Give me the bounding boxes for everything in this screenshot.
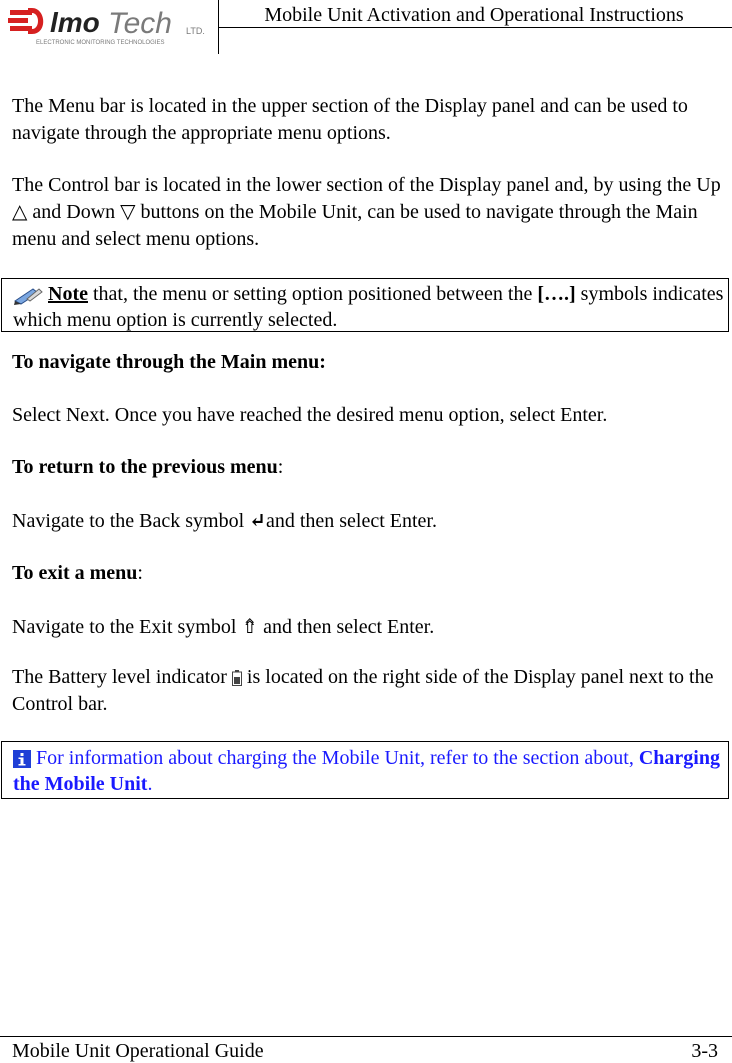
page-number: 3-3 bbox=[691, 1040, 718, 1062]
elmotech-logo bbox=[8, 4, 214, 48]
battery-icon bbox=[232, 670, 242, 686]
previous-menu-text-2: and then select Enter. bbox=[265, 510, 437, 532]
heading-previous-menu-colon: : bbox=[277, 456, 284, 478]
exit-menu-paragraph bbox=[12, 614, 724, 641]
exit-menu-text-1: Navigate to the Exit symbol bbox=[12, 616, 242, 638]
previous-menu-text-1: Navigate to the Back symbol bbox=[12, 510, 250, 532]
page-header bbox=[0, 0, 732, 56]
battery-paragraph bbox=[12, 664, 724, 718]
battery-text-2: is located on the right side of the Display panel next to the Control bar. bbox=[12, 666, 714, 715]
note-text bbox=[13, 281, 725, 333]
note-text-1: that, the menu or setting option positioned between the bbox=[87, 283, 538, 305]
back-arrow-icon: ↵ bbox=[249, 510, 266, 532]
info-icon bbox=[13, 750, 31, 768]
main-menu-paragraph: Select Next. Once you have reached the desired menu option, select Enter. bbox=[12, 404, 608, 426]
down-triangle-icon: ▽ bbox=[120, 201, 136, 223]
footer-divider bbox=[0, 1036, 732, 1037]
selection-brackets: [….] bbox=[537, 283, 576, 305]
note-box bbox=[1, 278, 729, 332]
info-box bbox=[1, 741, 729, 799]
info-text-1: For information about charging the Mobile Unit, refer to the section about, bbox=[31, 747, 639, 769]
exit-symbol-icon: ⇮ bbox=[241, 616, 259, 638]
svg-text:lmo: lmo bbox=[50, 7, 100, 38]
heading-previous-menu-text: To return to the previous menu bbox=[12, 456, 278, 478]
header-divider-horizontal bbox=[218, 27, 732, 28]
menu-bar-paragraph: The Menu bar is located in the upper section of the Display panel and can be used to navigate through the appropriate menu options. bbox=[12, 95, 688, 144]
heading-previous-menu bbox=[12, 454, 724, 481]
info-text-2: . bbox=[147, 773, 153, 795]
info-text bbox=[13, 745, 725, 797]
svg-text:ELECTRONIC MONITORING TECHNOLO: ELECTRONIC MONITORING TECHNOLOGIES bbox=[36, 40, 165, 46]
previous-menu-paragraph bbox=[12, 508, 724, 535]
pencil-note-icon bbox=[13, 285, 43, 305]
up-triangle-icon: △ bbox=[12, 201, 28, 223]
footer-guide-title: Mobile Unit Operational Guide bbox=[12, 1040, 264, 1062]
battery-text-1: The Battery level indicator bbox=[12, 666, 232, 688]
heading-exit-menu bbox=[12, 560, 724, 587]
svg-text:LTD.: LTD. bbox=[186, 26, 205, 36]
svg-text:Tech: Tech bbox=[108, 7, 172, 40]
exit-menu-text-2: and then select Enter. bbox=[258, 616, 435, 638]
note-label: Note bbox=[48, 283, 88, 305]
charging-section-link[interactable]: Charging the Mobile Unit bbox=[13, 747, 720, 795]
control-bar-text-1: The Control bar is located in the lower section of the Display panel and, by using the Up bbox=[12, 174, 721, 196]
control-bar-text-2: and Down bbox=[27, 201, 121, 223]
control-bar-text-3: buttons on the Mobile Unit, can be used to navigate through the Main menu and select menu options. bbox=[12, 201, 698, 250]
heading-exit-menu-text: To exit a menu bbox=[12, 562, 138, 584]
page-title: Mobile Unit Activation and Operational Instructions bbox=[264, 4, 684, 26]
note-text-2: symbols indicates which menu option is currently selected. bbox=[13, 283, 724, 331]
heading-main-menu: To navigate through the Main menu: bbox=[12, 351, 326, 373]
heading-exit-menu-colon: : bbox=[137, 562, 143, 584]
control-bar-paragraph bbox=[12, 172, 724, 253]
